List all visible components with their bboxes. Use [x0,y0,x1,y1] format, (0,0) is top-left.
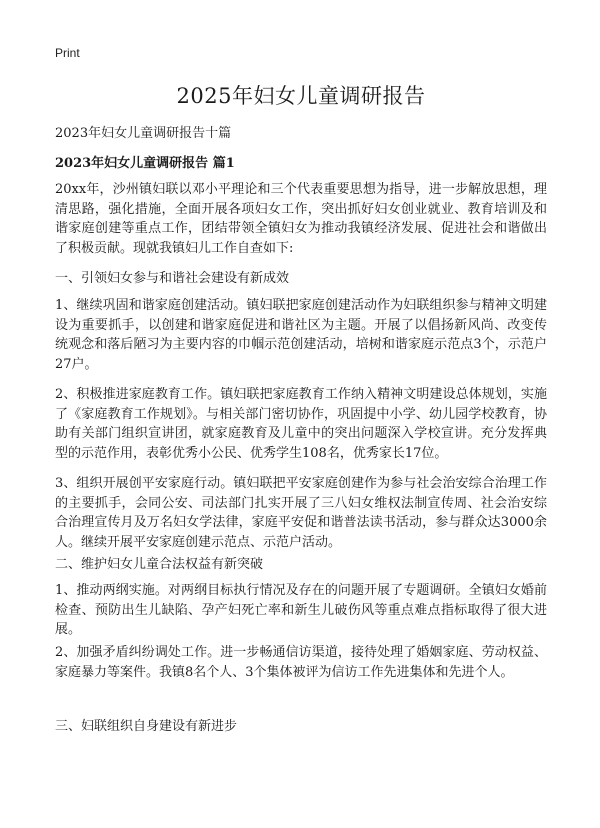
paragraph-1-3: 3、组织开展创平安家庭行动。镇妇联把平安家庭创建作为参与社会治安综合治理工作的主要抓手，会同公安、司法部门扎实开展了三八妇女维权法制宣传周、社会治安综合治理宣传月及万名妇女学法律，家庭平安促和谐普法读书活动，参与群众达3000余人。继续开展平安家庭创建示范点、示范户活动。 [55,476,547,550]
paragraph-1-1: 1、继续巩固和谐家庭创建活动。镇妇联把家庭创建活动作为妇联组织参与精神文明建设为重要抓手，以创建和谐家庭促进和谐社区为主题。开展了以倡扬新风尚、改变传统观念和落后陋习为主要内容的巾帼示范创建活动，培树和谐家庭示范点3个，示范户27户。 [55,298,547,372]
intro-paragraph: 20xx年，沙州镇妇联以邓小平理论和三个代表重要思想为指导，进一步解放思想，理清思路，强化措施，全面开展各项妇女工作，突出抓好妇女创业就业、教育培训及和谐家庭创建等重点工作，团结带领全镇妇女为推动我镇经济发展、促进社会和谐做出了积极贡献。现就我镇妇儿工作自查如下: [55,182,547,256]
document-subtitle: 2023年妇女儿童调研报告十篇 [55,126,232,141]
paragraph-2-2: 2、加强矛盾纠纷调处工作。进一步畅通信访渠道，接待处理了婚姻家庭、劳动权益、家庭暴力等案件。我镇8名个人、3个集体被评为信访工作先进集体和先进个人。 [55,645,547,680]
heading-3: 三、妇联组织自身建设有新进步 [55,719,238,734]
paragraph-2-1: 1、推动两纲实施。对两纲目标执行情况及存在的问题开展了专题调研。全镇妇女婚前检查、预防出生儿缺陷、孕产妇死亡率和新生儿破伤风等重点难点指标取得了很大进展。 [55,583,547,637]
paragraph-1-2: 2、积极推进家庭教育工作。镇妇联把家庭教育工作纳入精神文明建设总体规划，实施了《家庭教育工作规划》。与相关部门密切协作，巩固提中小学、幼儿园学校教育，协助有关部门组织宣讲团，就家庭教育及儿童中的突出问题深入学校宣讲。充分发挥典型的示范作用，表彰优秀小公民、优秀学生108名，优秀家长17位。 [55,387,547,461]
section-title: 2023年妇女儿童调研报告 篇1 [55,156,235,171]
heading-2: 二、维护妇女儿童合法权益有新突破 [55,557,264,572]
print-link[interactable]: Print [55,46,80,60]
heading-1: 一、引领妇女参与和谐社会建设有新成效 [55,271,290,286]
document-title: 2025年妇女儿童调研报告 [176,84,426,108]
